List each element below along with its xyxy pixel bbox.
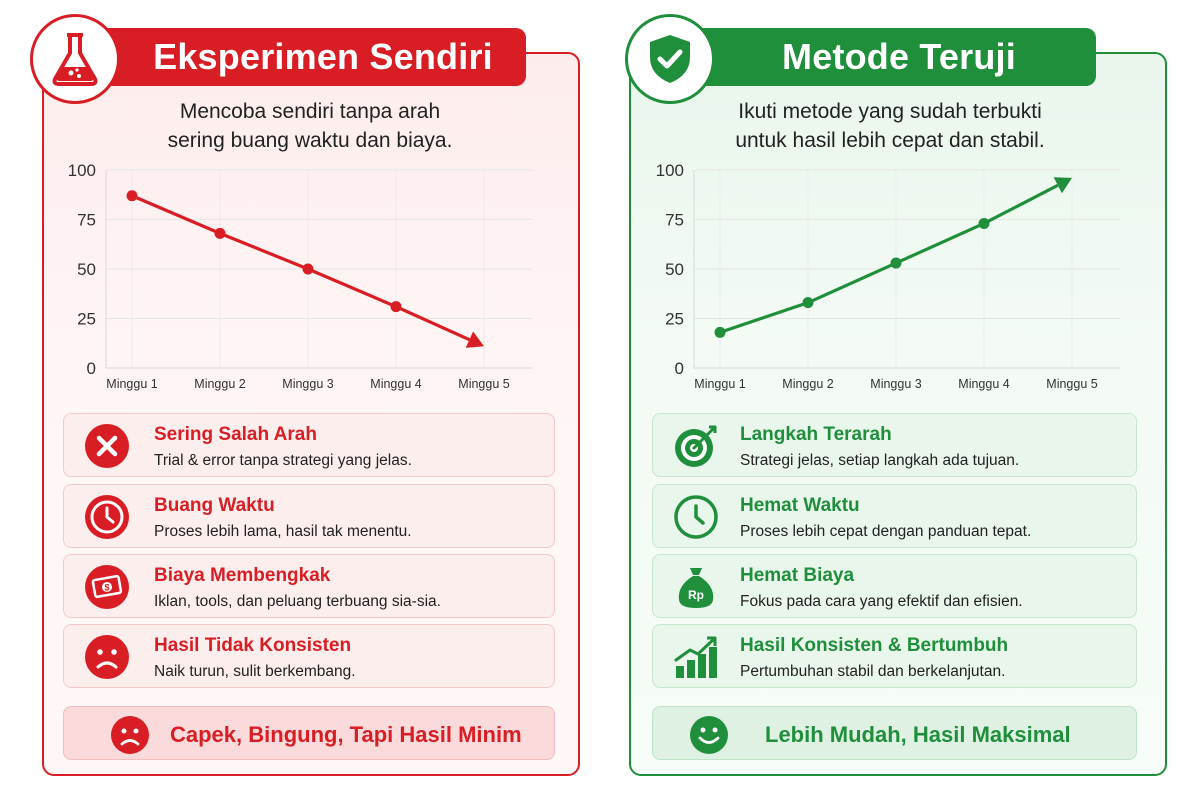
right-data-point	[715, 327, 726, 338]
left-x-tick-label: Minggu 2	[194, 377, 246, 391]
clock-icon	[673, 494, 719, 540]
money-bag-icon	[673, 564, 719, 610]
left-y-tick-label: 25	[77, 309, 96, 329]
left-subtitle-line2: sering buang waktu dan biaya.	[167, 129, 453, 152]
right-title: Metode Teruji	[782, 36, 1016, 77]
right-item-1-desc: Strategi jelas, setiap langkah ada tujuan.	[740, 452, 1020, 469]
right-data-point	[803, 297, 814, 308]
smile-face-icon	[689, 715, 729, 755]
right-item-1-title: Langkah Terarah	[740, 424, 892, 445]
right-item-3-desc: Fokus pada cara yang efektif dan efisien.	[740, 593, 1023, 610]
right-item-4	[652, 624, 1137, 688]
left-item-4-desc: Naik turun, sulit berkembang.	[154, 663, 356, 680]
left-item-3-title: Biaya Membengkak	[154, 565, 331, 586]
left-item-4	[63, 624, 555, 688]
left-data-point	[303, 264, 314, 275]
right-item-1	[652, 413, 1137, 477]
left-subtitle	[60, 97, 560, 155]
right-data-point	[891, 258, 902, 269]
left-x-tick-label: Minggu 5	[458, 377, 510, 391]
money-bill-icon	[84, 564, 130, 610]
right-subtitle-line2: untuk hasil lebih cepat dan stabil.	[735, 129, 1045, 152]
left-item-4-title: Hasil Tidak Konsisten	[154, 635, 352, 656]
shield-check-icon	[625, 14, 715, 104]
left-x-tick-label: Minggu 4	[370, 377, 422, 391]
right-item-4-title: Hasil Konsisten & Bertumbuh	[740, 635, 1009, 656]
right-y-tick-label: 100	[655, 161, 684, 180]
left-y-tick-label: 75	[77, 210, 96, 230]
flask-icon	[30, 14, 120, 104]
left-footer-text: Capek, Bingung, Tapi Hasil Minim	[170, 722, 522, 747]
left-item-1-title: Sering Salah Arah	[154, 424, 317, 445]
sad-face-icon	[84, 634, 130, 680]
right-item-2	[652, 484, 1137, 548]
left-y-tick-label: 50	[77, 260, 96, 279]
right-series-line	[720, 185, 1058, 332]
right-x-tick-label: Minggu 2	[782, 377, 834, 391]
right-data-point	[979, 218, 990, 229]
right-y-tick-label: 50	[665, 260, 684, 279]
left-line-chart	[62, 156, 532, 396]
right-footer	[652, 706, 1137, 760]
x-circle-icon	[84, 423, 130, 469]
left-title: Eksperimen Sendiri	[153, 36, 493, 77]
left-item-2	[63, 484, 555, 548]
left-item-2-desc: Proses lebih lama, hasil tak menentu.	[154, 523, 412, 540]
right-x-tick-label: Minggu 3	[870, 377, 922, 391]
left-item-3-desc: Iklan, tools, dan peluang terbuang sia-sia.	[154, 593, 441, 610]
right-y-tick-label: 0	[674, 359, 684, 378]
right-item-3-title: Hemat Biaya	[740, 565, 855, 586]
right-line-chart	[650, 156, 1120, 396]
left-item-3	[63, 554, 555, 618]
left-header	[80, 28, 526, 86]
growth-chart-icon	[673, 634, 719, 680]
left-item-1	[63, 413, 555, 477]
right-y-tick-label: 75	[665, 210, 684, 230]
left-item-1-desc: Trial & error tanpa strategi yang jelas.	[154, 452, 412, 469]
right-item-4-desc: Pertumbuhan stabil dan berkelanjutan.	[740, 663, 1006, 680]
money-bag-label: Rp	[688, 588, 704, 602]
sad-face-icon	[110, 715, 150, 755]
right-footer-text: Lebih Mudah, Hasil Maksimal	[765, 722, 1071, 747]
right-x-tick-label: Minggu 1	[694, 377, 746, 391]
right-subtitle	[640, 97, 1140, 155]
right-header	[666, 28, 1096, 86]
right-x-tick-label: Minggu 4	[958, 377, 1010, 391]
left-x-tick-label: Minggu 3	[282, 377, 334, 391]
target-icon	[673, 423, 719, 469]
left-footer	[63, 706, 555, 760]
left-data-point	[391, 301, 402, 312]
left-x-tick-label: Minggu 1	[106, 377, 158, 391]
right-subtitle-line1: Ikuti metode yang sudah terbukti	[738, 100, 1042, 123]
right-y-tick-label: 25	[665, 309, 684, 329]
left-y-tick-label: 100	[67, 161, 96, 180]
left-y-tick-label: 0	[86, 359, 96, 378]
svg-text:$: $	[104, 582, 110, 593]
right-item-2-desc: Proses lebih cepat dengan panduan tepat.	[740, 523, 1032, 540]
right-item-2-title: Hemat Waktu	[740, 495, 860, 516]
clock-icon	[84, 494, 130, 540]
left-item-2-title: Buang Waktu	[154, 495, 275, 516]
left-subtitle-line1: Mencoba sendiri tanpa arah	[179, 100, 441, 123]
left-data-point	[215, 228, 226, 239]
right-item-3	[652, 554, 1137, 618]
right-x-tick-label: Minggu 5	[1046, 377, 1098, 391]
left-data-point	[127, 190, 138, 201]
